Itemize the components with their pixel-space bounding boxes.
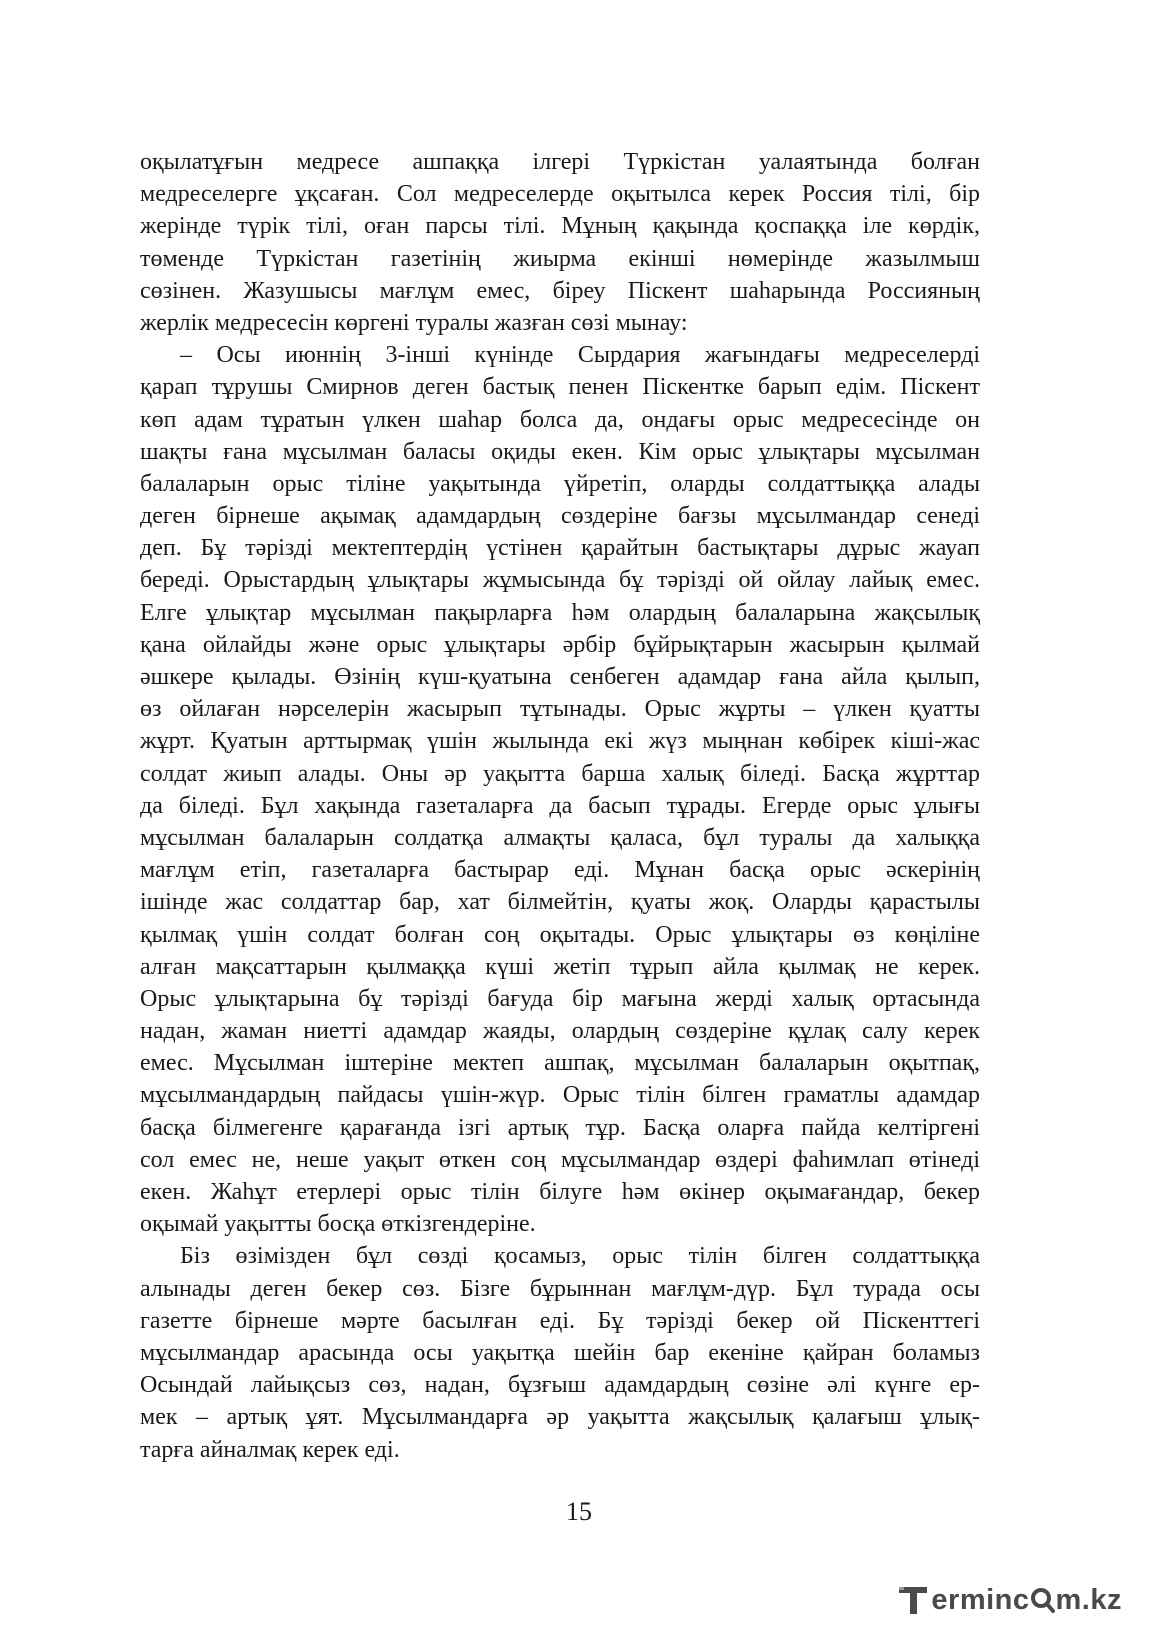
page-number: 15 [566, 1497, 592, 1526]
text-line: Біз өзімізден бұл сөзді қосамыз, орыс тілін білген солдаттыққа [180, 1243, 980, 1270]
paragraph [140, 146, 980, 339]
text-line: төменде Түркістан газетінің жиырма екінші нөмерінде жазылмыш [140, 245, 980, 272]
text-line: жерлік медресесін көргені туралы жазған сөзі мынау: [140, 309, 688, 336]
text-line: солдат жиып алады. Оны әр уақытта барша халық біледі. Басқа жұрттар [140, 760, 980, 787]
text-line: қарап тұрушы Смирнов деген бастық пенен Піскентке барып едім. Піскент [140, 374, 980, 401]
text-line: – Осы июннің 3-інші күнінде Сырдария жағындағы медреселерді [180, 342, 980, 369]
watermark-suffix: m.kz [1055, 1583, 1122, 1616]
text-line: екен. Жаһұт етерлері орыс тілін білуге һәм өкінер оқымағандар, бекер [140, 1179, 980, 1205]
text-line: оқылатұғын медресе ашпаққа ілгері Түркістан уалаятында болған [140, 149, 980, 175]
text-line: жұрт. Қуатын арттырмақ үшін жылында екі жүз мыңнан көбірек кіші-жас [140, 728, 980, 755]
text-line: шақты ғана мұсылман баласы оқиды екен. Кім орыс ұлықтары мұсылман [140, 438, 980, 465]
text-line: мек – артық ұят. Мұсылмандарға әр уақытта жақсылық қалағыш ұлық- [140, 1404, 980, 1431]
text-line: мұсылмандар арасында осы уақытқа шейін бар екеніне қайран боламыз [140, 1339, 980, 1366]
text-line: ішінде жас солдаттар бар, хат білмейтін, қуаты жоқ. Оларды қарастылы [140, 889, 980, 916]
text-line: газетте бірнеше мәрте басылған еді. Бұ тәрізді бекер ой Піскенттегі [140, 1307, 980, 1334]
text-line: Орыс ұлықтарына бұ тәрізді бағуда бір мағына жерді халық ортасында [140, 985, 980, 1012]
text-line: Осындай лайықсыз сөз, надан, бұзғыш адамдардың сөзіне әлі күнге ер- [140, 1372, 980, 1399]
text-line: тарға айналмақ керек еді. [140, 1436, 400, 1463]
text-line: медреселерге ұқсаған. Сол медреселерде оқытылса керек Россия тілі, бір [140, 181, 980, 208]
text-line: оқымай уақытты босқа өткізгендеріне. [140, 1211, 536, 1238]
text-line: алынады деген бекер сөз. Бізге бұрыннан мағлұм-дүр. Бұл турада осы [140, 1275, 980, 1302]
text-line: әшкере қылады. Өзінің күш-қуатына сенбеген адамдар ғана айла қылып, [140, 664, 980, 690]
text-line: басқа білмегенге қарағанда ізгі артық тұр. Басқа оларға пайда келтіргені [140, 1114, 980, 1141]
termincom-watermark [897, 1581, 1122, 1619]
text-line: балаларын орыс тіліне уақытында үйретіп, оларды солдаттыққа алады [140, 470, 980, 497]
text-line: сол емес не, неше уақыт өткен соң мұсылмандар өздері фаһимлап өтінеді [140, 1146, 980, 1173]
text-line: мұсылман балаларын солдатқа алмақты қаласа, бұл туралы да халыққа [140, 824, 980, 851]
magnifier-o-icon [1030, 1585, 1056, 1615]
text-line: көп адам тұратын үлкен шаһар болса да, ондағы орыс медресесінде он [140, 406, 980, 433]
watermark-prefix: erminc [931, 1583, 1030, 1616]
text-line: да біледі. Бұл хақында газеталарға да басып тұрады. Егерде орыс ұлығы [140, 792, 980, 819]
text-line: қана ойлайды және орыс ұлықтары әрбір бұйрықтарын жасырын қылмай [140, 631, 980, 658]
text-line: алған мақсаттарын қылмаққа күші жетіп тұрып айла қылмақ не керек. [140, 953, 980, 980]
text-line: Елге ұлықтар мұсылман пақырларға һәм олардың балаларына жақсылық [140, 599, 980, 626]
body-text [140, 146, 980, 1466]
text-line: мағлұм етіп, газеталарға бастырар еді. Мұнан басқа орыс әскерінің [140, 857, 980, 884]
text-line: береді. Орыстардың ұлықтары жұмысында бұ тәрізді ой ойлау лайық емес. [140, 567, 980, 594]
text-line: сөзінен. Жазушысы мағлұм емес, біреу Піскент шаһарында Россияның [140, 277, 980, 304]
termincom-t-logo-icon [897, 1583, 931, 1617]
text-line: мұсылмандардың пайдасы үшін-жүр. Орыс тілін білген граматлы адамдар [140, 1082, 980, 1109]
text-line: жерінде түрік тілі, оған парсы тілі. Мұның қақында қоспаққа іле көрдік, [140, 213, 980, 240]
paragraph [140, 1240, 980, 1465]
text-line: қылмақ үшін солдат болған соң оқытады. Орыс ұлықтары өз көңіліне [140, 921, 980, 948]
text-line: деп. Бұ тәрізді мектептердің үстінен қарайтын бастықтары дұрыс жауап [140, 535, 980, 562]
text-line: емес. Мұсылман іштеріне мектеп ашпақ, мұсылман балаларын оқытпақ, [140, 1050, 980, 1077]
text-line: надан, жаман ниетті адамдар жаяды, олардың сөздеріне құлақ салу керек [140, 1018, 980, 1045]
text-line: деген бірнеше ақымақ адамдардың сөздеріне бағзы мұсылмандар сенеді [140, 503, 980, 530]
paragraph [140, 339, 980, 1240]
text-line: өз ойлаған нәрселерін жасырып тұтынады. Орыс жұрты – үлкен қуатты [140, 696, 980, 723]
